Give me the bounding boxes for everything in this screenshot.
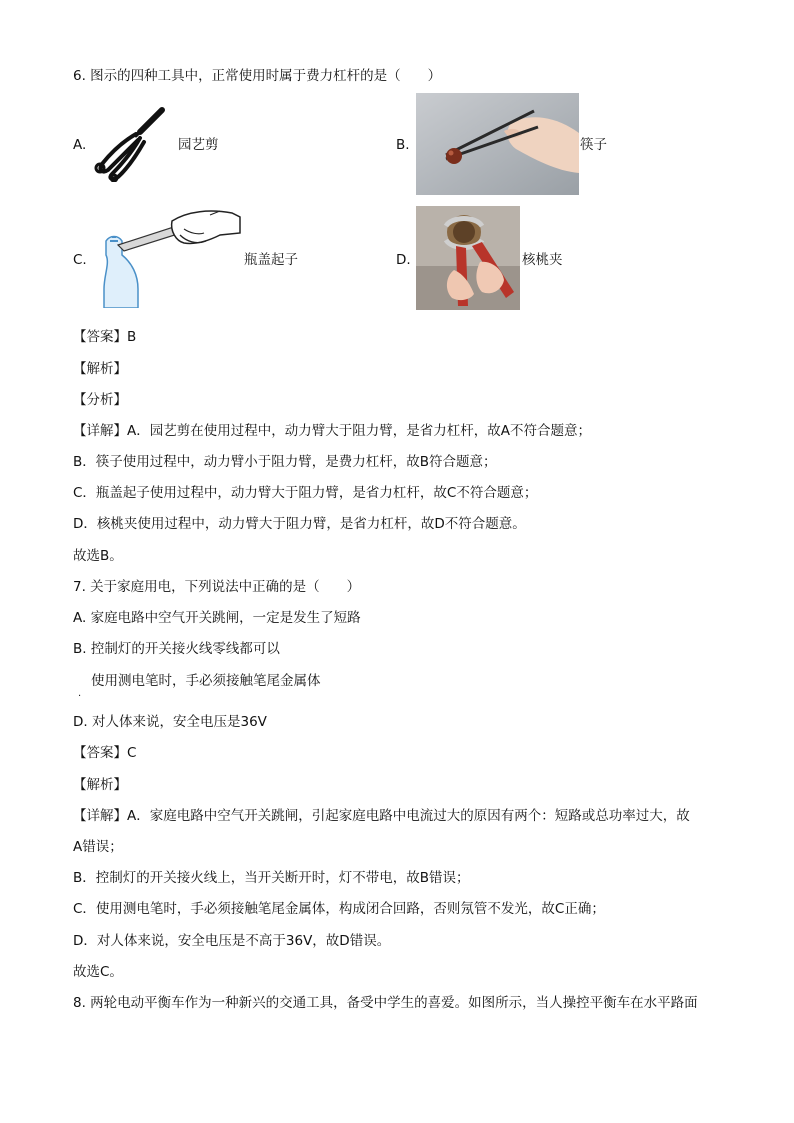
garden-shears-icon <box>92 102 172 182</box>
q6-detail-line-2: B．筷子使用过程中，动力臂小于阻力臂，是费力杠杆，故B符合题意； <box>73 454 497 470</box>
q7-detail-line-5: D．对人体来说，安全电压是不高于36V，故D错误。 <box>73 933 391 949</box>
q6-detail-line-3: C．瓶盖起子使用过程中，动力臂大于阻力臂，是省力杠杆，故C不符合题意； <box>73 485 538 501</box>
q7-option-b: B. 控制灯的开关接火线零线都可以 <box>73 641 280 657</box>
q7-stem: 7. 关于家庭用电，下列说法中正确的是（ ） <box>73 579 361 595</box>
q7-conclusion: 故选C。 <box>73 964 123 980</box>
q6-option-b-letter: B. <box>396 137 410 153</box>
q7-option-d: D. 对人体来说，安全电压是36V <box>73 714 267 730</box>
q6-option-c-caption: 瓶盖起子 <box>244 252 298 268</box>
q6-option-a-letter: A. <box>73 137 87 153</box>
q7-detail-line-2: A错误； <box>73 839 123 855</box>
q7-detail-line-3: B．控制灯的开关接火线上，当开关断开时，灯不带电，故B错误； <box>73 870 470 886</box>
q7-option-c-dot-mark: · <box>78 691 82 702</box>
q6-option-b-caption: 筷子 <box>580 137 607 153</box>
q7-detail-line-4: C．使用测电笔时，手必须接触笔尾金属体，构成闭合回路，否则氖管不发光，故C正确； <box>73 901 605 917</box>
q6-fenxi-heading: 【分析】 <box>73 392 127 408</box>
q7-detail-line-1: 【详解】A．家庭电路中空气开关跳闸，引起家庭电路中电流过大的原因有两个：短路或总功率过大，故 <box>73 808 690 824</box>
q6-option-a-caption: 园艺剪 <box>178 137 219 153</box>
q6-analysis-heading: 【解析】 <box>73 361 127 377</box>
q7-answer: 【答案】C <box>73 745 137 761</box>
q6-stem: 6. 图示的四种工具中，正常使用时属于费力杠杆的是（ ） <box>73 68 442 84</box>
nutcracker-photo-icon <box>416 206 520 310</box>
chopsticks-photo-icon <box>416 93 579 195</box>
q6-detail-line-4: D．核桃夹使用过程中，动力臂大于阻力臂，是省力杠杆，故D不符合题意。 <box>73 516 526 532</box>
q7-option-c: 使用测电笔时，手必须接触笔尾金属体 <box>91 673 321 689</box>
q6-answer: 【答案】B <box>73 329 137 345</box>
q6-detail-line-1: 【详解】A．园艺剪在使用过程中，动力臂大于阻力臂，是省力杠杆，故A不符合题意； <box>73 423 591 439</box>
q6-option-c-letter: C. <box>73 252 87 268</box>
q8-stem: 8. 两轮电动平衡车作为一种新兴的交通工具，备受中学生的喜爱。如图所示，当人操控平衡车在水平路面 <box>73 995 698 1011</box>
q7-analysis-heading: 【解析】 <box>73 777 127 793</box>
q6-conclusion: 故选B。 <box>73 548 123 564</box>
bottle-opener-icon <box>100 205 242 308</box>
q7-option-a: A. 家庭电路中空气开关跳闸，一定是发生了短路 <box>73 610 361 626</box>
q6-option-d-letter: D. <box>396 252 411 268</box>
q6-option-d-caption: 核桃夹 <box>522 252 563 268</box>
